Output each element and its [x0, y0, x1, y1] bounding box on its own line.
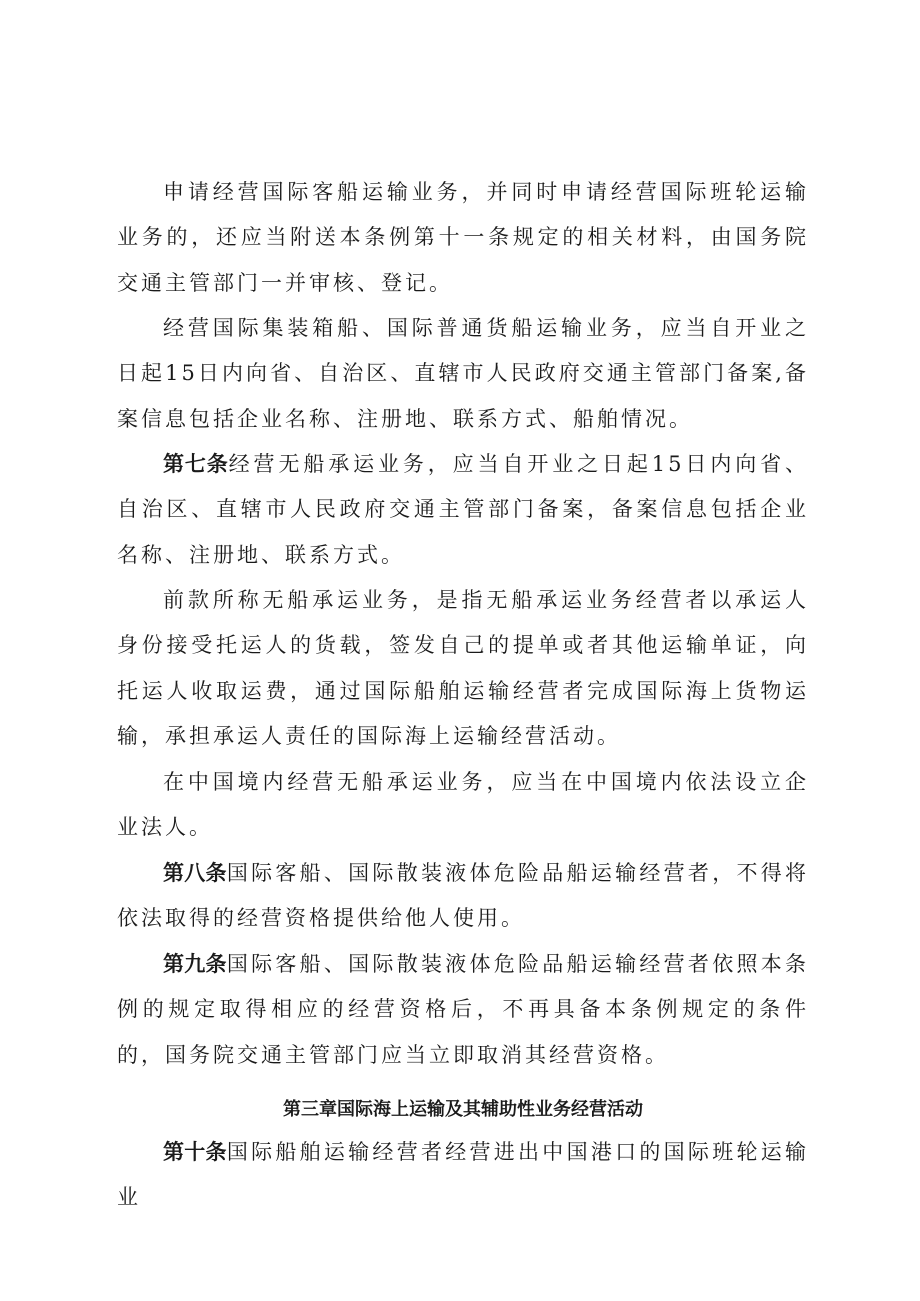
paragraph-1 [117, 170, 809, 306]
paragraph-5-text: 在中国境内经营无船承运业务，应当在中国境内依法设立企业法人。 [117, 770, 809, 840]
article-10-text: 国际船舶运输经营者经营进出中国港口的国际班轮运输业 [117, 1140, 810, 1210]
article-10 [117, 1130, 809, 1221]
article-10-heading: 第十条 [163, 1140, 227, 1164]
paragraph-1-text: 申请经营国际客船运输业务，并同时申请经营国际班轮运输业务的，还应当附送本条例第十一条规定的相关材料，由国务院交通主管部门一并审核、登记。 [117, 180, 809, 295]
article-8-text: 国际客船、国际散装液体危险品船运输经营者，不得将依法取得的经营资格提供给他人使用。 [117, 861, 810, 931]
paragraph-4-text: 前款所称无船承运业务，是指无船承运业务经营者以承运人身份接受托运人的货载，签发自己的提单或者其他运输单证，向托运人收取运费，通过国际船舶运输经营者完成国际海上货物运输，承担承运人责任的国际海上运输经营活动。 [117, 588, 809, 748]
article-7-text: 经营无船承运业务，应当自开业之日起15日内向省、自治区、直辖市人民政府交通主管部门备案，备案信息包括企业名称、注册地、联系方式。 [117, 452, 809, 567]
article-9-heading: 第九条 [163, 952, 227, 976]
paragraph-2-text: 经营国际集装箱船、国际普通货船运输业务，应当自开业之日起15日内向省、自治区、直辖市人民政府交通主管部门备案,备案信息包括企业名称、注册地、联系方式、船舶情况。 [117, 316, 809, 431]
article-7 [117, 442, 809, 578]
paragraph-5 [117, 760, 809, 851]
paragraph-2 [117, 306, 809, 442]
article-9 [117, 942, 809, 1078]
article-8 [117, 851, 809, 942]
chapter-title: 第三章国际海上运输及其辅助性业务经营活动 [283, 1099, 643, 1120]
article-9-text: 国际客船、国际散装液体危险品船运输经营者依照本条例的规定取得相应的经营资格后，不再具备本条例规定的条件的，国务院交通主管部门应当立即取消其经营资格。 [117, 952, 810, 1067]
paragraph-4 [117, 578, 809, 759]
article-8-heading: 第八条 [163, 861, 227, 885]
article-7-heading: 第七条 [163, 452, 229, 476]
